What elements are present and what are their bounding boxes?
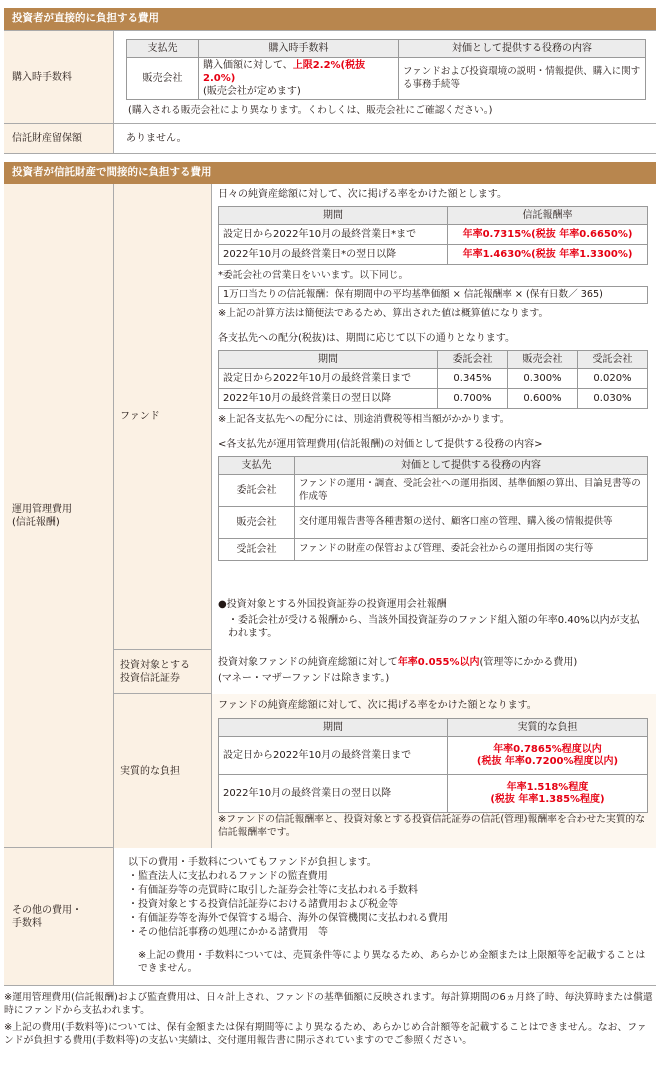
text: 投資対象ファンドの純資産総額に対して [218, 657, 398, 668]
rate-line: (税抜 年率0.7200%程度以内) [476, 755, 619, 767]
payee-cell: 受託会社 [219, 539, 295, 561]
period-cell: 2022年10月の最終営業日の翌日以降 [219, 775, 448, 813]
footnote-1: ※運用管理費用(信託報酬)および監査費用は、日々計上され、ファンドの基準価額に反映されます。毎計算期間の6ヵ月終了時、毎決算時または償還時にファンドから支払われます。 [4, 992, 653, 1016]
purchase-fee-table [126, 39, 646, 100]
period-cell: 2022年10月の最終営業日の翌日以降 [219, 389, 438, 409]
other-fees-row [4, 848, 656, 986]
period-cell: 設定日から2022年10月の最終営業日まで [219, 737, 448, 775]
target-fee-text [218, 656, 650, 669]
list-item: ・その他信託事務の処理にかかる諸費用 等 [128, 927, 328, 938]
payee-cell: 販売会社 [127, 58, 199, 100]
col-header: 期間 [219, 207, 448, 225]
value-cell: 0.020% [578, 369, 648, 389]
service-cell: ファンドおよび投資環境の説明・情報提供、購入に関する事務手続等 [399, 58, 646, 100]
other-fees-label [4, 848, 114, 985]
fee-text: 購入価額に対して、 [203, 60, 293, 71]
purchase-fee-label: 購入時手数料 [4, 31, 114, 123]
trust-fee-table [218, 206, 648, 265]
real-burden-intro: ファンドの純資産総額に対して、次に掲げる率をかけた額となります。 [218, 700, 537, 711]
col-header: 購入時手数料 [199, 40, 399, 58]
list-item: ・監査法人に支払われるファンドの監査費用 [128, 871, 328, 882]
label-line: 投資対象とする [120, 659, 190, 671]
allocation-table [218, 350, 648, 409]
text: (管理等にかかる費用) [479, 657, 578, 668]
label-line: 手数料 [12, 917, 42, 929]
service-table [218, 456, 648, 561]
col-header: 信託報酬率 [448, 207, 648, 225]
col-header: 支払先 [219, 457, 295, 475]
value-cell: 0.345% [438, 369, 508, 389]
payee-cell: 販売会社 [219, 507, 295, 539]
reserve-row [4, 124, 656, 154]
period-cell: 設定日から2022年10月の最終営業日まで [219, 369, 438, 389]
management-fee-label [4, 184, 114, 847]
reserve-value: ありません。 [126, 133, 187, 144]
value-cell: 0.600% [508, 389, 578, 409]
section-indirect-costs-header [4, 162, 656, 184]
label-line: その他の費用・ [12, 904, 82, 916]
period-cell: 設定日から2022年10月の最終営業日*まで [219, 225, 448, 245]
list-item: ・有価証券等の売買時に取引した証券会社等に支払われる手数料 [128, 885, 418, 896]
target-fee-rate: 年率0.055%以内 [397, 657, 480, 668]
rate-cell [448, 737, 648, 775]
fund-sublabel: ファンド [114, 184, 212, 650]
formula-note: ※上記の計算方法は簡便法であるため、算出された値は概算値になります。 [218, 308, 549, 319]
col-header: 委託会社 [438, 351, 508, 369]
fee-rate: 上限2.2%(税抜 2.0%) [203, 60, 366, 84]
value-cell: 0.700% [438, 389, 508, 409]
formula-box: 1万口当たりの信託報酬：保有期間中の平均基準価額 × 信託報酬率 × (保有日数／ 365) [218, 286, 648, 304]
section-direct-costs-header [4, 8, 656, 30]
list-item: ・有価証券等を海外で保管する場合、海外の保管機関に支払われる費用 [128, 913, 448, 924]
list-item: ・投資対象とする投資信託証券における諸費用および税金等 [128, 899, 398, 910]
fee-cell [199, 58, 399, 100]
other-fees-note: ※上記の費用・手数料については、売買条件等により異なるため、あらかじめ金額または上限額等を記載することはできません。 [138, 950, 646, 974]
foreign-fee-text: ・委託会社が受ける報酬から、当該外国投資証券のファンド組入額の年率0.40%以内が支払われます。 [228, 615, 640, 639]
col-header: 期間 [219, 719, 448, 737]
purchase-fee-row [4, 30, 656, 124]
fee-note: (販売会社が定めます) [203, 86, 301, 97]
section-title: 投資者が直接的に負担する費用 [12, 12, 159, 25]
business-day-note: *委託会社の営業日をいいます。以下同じ。 [218, 270, 409, 281]
foreign-fee-title: ●投資対象とする外国投資証券の投資運用会社報酬 [218, 599, 447, 610]
service-cell: 交付運用報告書等各種書類の送付、顧客口座の管理、購入後の情報提供等 [295, 507, 648, 539]
service-cell: ファンドの財産の保管および管理、委託会社からの運用指図の実行等 [295, 539, 648, 561]
col-header: 対価として提供する役務の内容 [295, 457, 648, 475]
value-cell: 0.030% [578, 389, 648, 409]
col-header: 実質的な負担 [448, 719, 648, 737]
rate-line: 年率0.7865%程度以内 [493, 744, 602, 755]
service-cell: ファンドの運用・調査、受託会社への運用指図、基準価額の算出、目論見書等の作成等 [295, 475, 648, 507]
col-header: 期間 [219, 351, 438, 369]
allocation-intro: 各支払先への配分(税抜)は、期間に応じて以下の通りとなります。 [218, 333, 516, 344]
rate-cell: 年率0.7315%(税抜 年率0.6650%) [448, 225, 648, 245]
col-header: 販売会社 [508, 351, 578, 369]
col-header: 支払先 [127, 40, 199, 58]
real-burden-table [218, 718, 648, 813]
purchase-note: (購入される販売会社により異なります。くわしくは、販売会社にご確認ください。) [128, 105, 493, 116]
list-item: 以下の費用・手数料についてもファンドが負担します。 [128, 857, 377, 868]
section-title: 投資者が信託財産で間接的に負担する費用 [12, 166, 212, 179]
col-header: 受託会社 [578, 351, 648, 369]
label-line: (信託報酬) [12, 516, 60, 528]
service-title: <各支払先が運用管理費用(信託報酬)の対価として提供する役務の内容> [218, 439, 543, 450]
other-fees-list [128, 856, 448, 940]
allocation-note: ※上記各支払先への配分には、別途消費税等相当額がかかります。 [218, 414, 510, 425]
fund-intro: 日々の純資産総額に対して、次に掲げる率をかけた額とします。 [218, 189, 507, 200]
payee-cell: 委託会社 [219, 475, 295, 507]
target-securities-sublabel [114, 650, 212, 694]
label-line: 投資信託証券 [120, 672, 180, 684]
rate-line: (税抜 年率1.385%程度) [490, 793, 605, 805]
management-fee-row [4, 184, 656, 848]
target-fee-exclusion: (マネー・マザーファンドは除きます。) [218, 673, 390, 684]
rate-cell: 年率1.4630%(税抜 年率1.3300%) [448, 245, 648, 265]
col-header: 対価として提供する役務の内容 [399, 40, 646, 58]
period-cell: 2022年10月の最終営業日*の翌日以降 [219, 245, 448, 265]
rate-line: 年率1.518%程度 [506, 782, 589, 793]
rate-cell [448, 775, 648, 813]
reserve-label: 信託財産留保額 [4, 124, 114, 153]
label-line: 運用管理費用 [12, 503, 72, 515]
footnote-2: ※上記の費用(手数料等)については、保有金額または保有期間等により異なるため、あらかじめ合計額等を記載することはできません。なお、ファンドが負担する費用(手数料等)の支払い実績は、交付運用報告書に開示されていますのでご参照ください。 [4, 1022, 647, 1046]
real-burden-note: ※ファンドの信託報酬率と、投資対象とする投資信託証券の信託(管理)報酬率を合わせた実質的な信託報酬率です。 [218, 814, 646, 838]
value-cell: 0.300% [508, 369, 578, 389]
real-burden-sublabel: 実質的な負担 [114, 694, 212, 848]
